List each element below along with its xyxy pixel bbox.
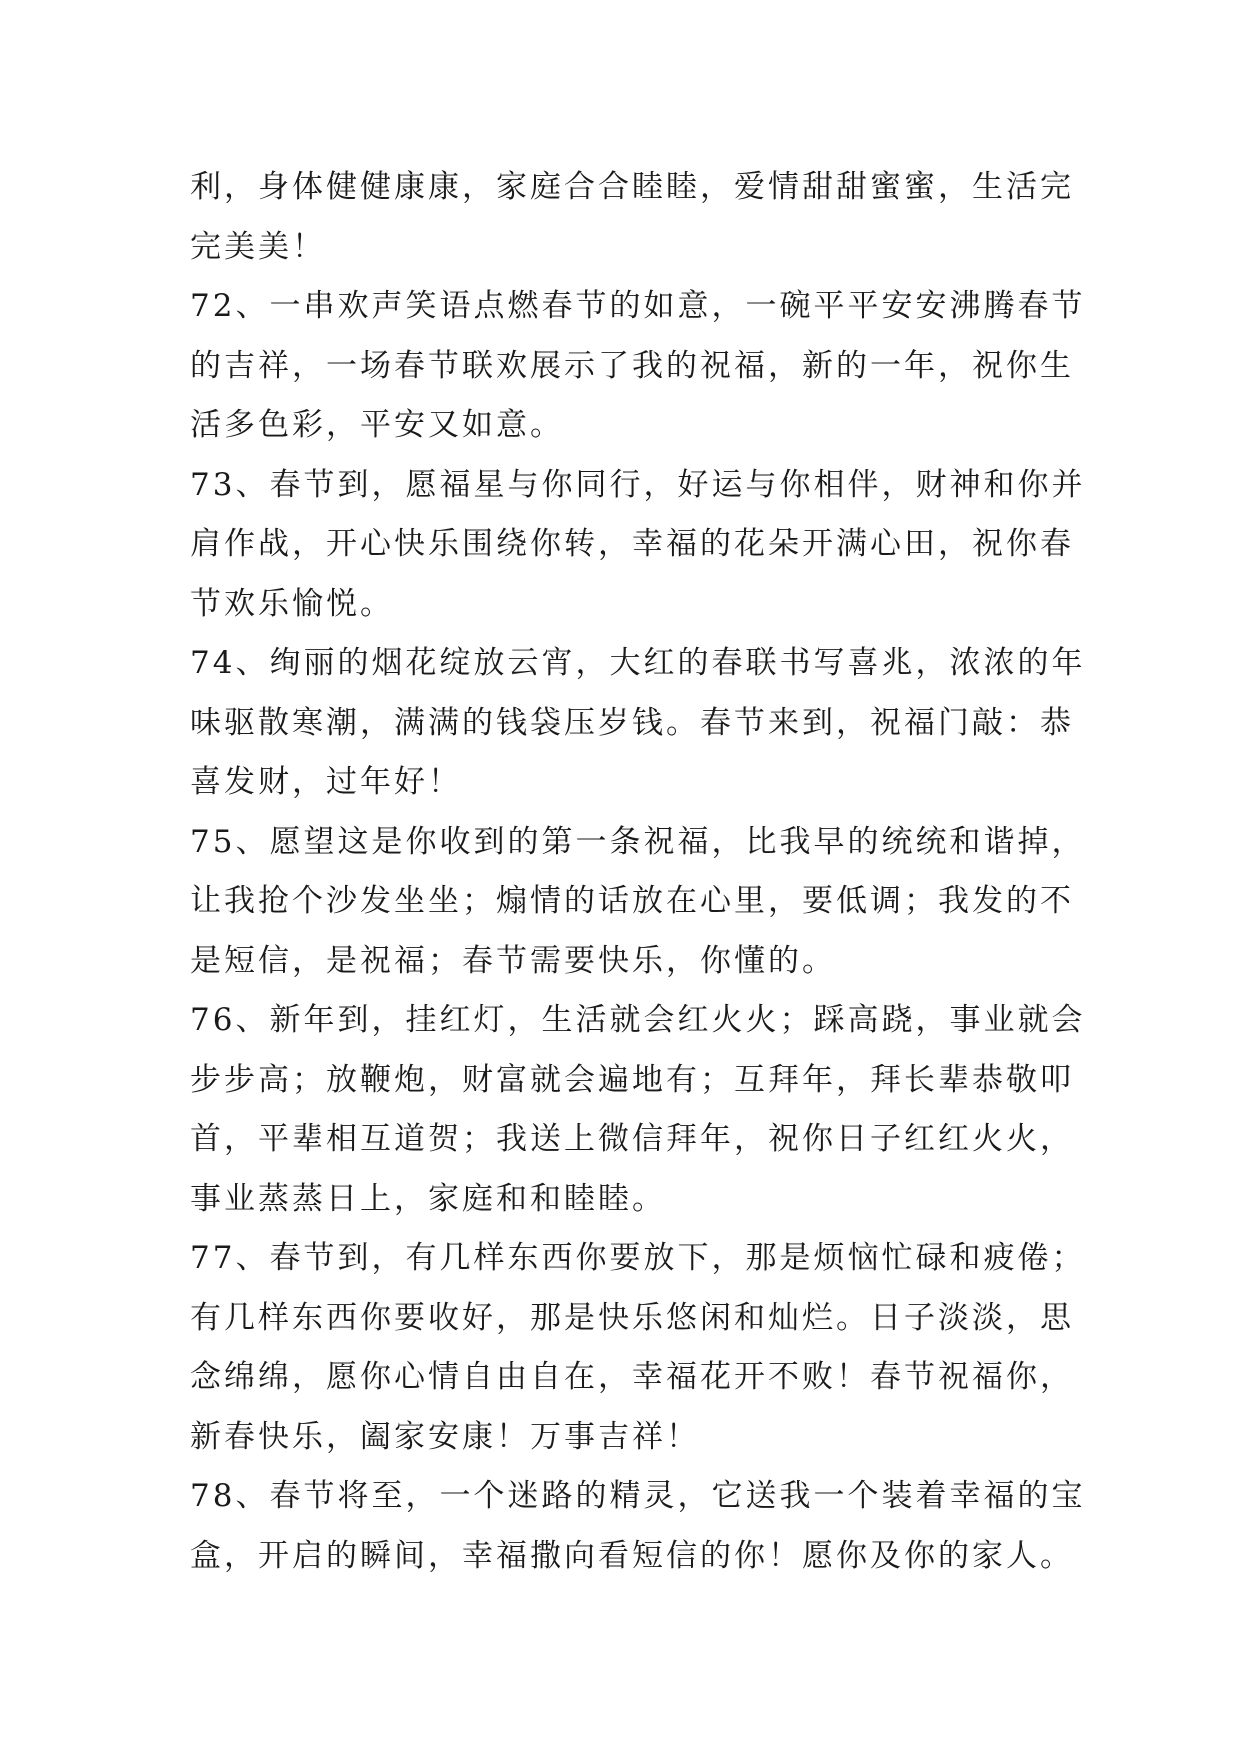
paragraph-77 xyxy=(190,1229,1086,1467)
text-line: 盒，开启的瞬间，幸福撒向看短信的你！愿你及你的家人。 xyxy=(190,1537,1074,1574)
text-line: 首，平辈相互道贺；我送上微信拜年，祝你日子红红火火， xyxy=(190,1121,1074,1157)
text-line: 76、新年到，挂红灯，生活就会红火火；踩高跷，事业就会 xyxy=(190,1002,1086,1038)
text-line: 新春快乐，阖家安康！万事吉祥！ xyxy=(190,1418,700,1455)
text-line: 完美美！ xyxy=(190,228,326,265)
text-line: 74、绚丽的烟花绽放云宵，大红的春联书写喜兆，浓浓的年 xyxy=(190,645,1086,681)
paragraph-75 xyxy=(190,813,1086,992)
text-line: 73、春节到，愿福星与你同行，好运与你相伴，财神和你并 xyxy=(190,466,1086,503)
text-line: 喜发财，过年好！ xyxy=(190,764,462,800)
paragraph-72 xyxy=(190,277,1086,456)
text-line: 78、春节将至，一个迷路的精灵，它送我一个装着幸福的宝 xyxy=(190,1478,1086,1514)
paragraph-71-continued xyxy=(190,158,1074,277)
text-line: 77、春节到，有几样东西你要放下，那是烦恼忙碌和疲倦； xyxy=(190,1240,1086,1276)
document-body xyxy=(190,158,1086,1586)
text-line: 味驱散寒潮，满满的钱袋压岁钱。春节来到，祝福门敲：恭 xyxy=(190,704,1074,741)
text-line: 让我抢个沙发坐坐；煽情的话放在心里，要低调；我发的不 xyxy=(190,883,1074,919)
text-line: 事业蒸蒸日上，家庭和和睦睦。 xyxy=(190,1180,666,1217)
text-line: 75、愿望这是你收到的第一条祝福，比我早的统统和谐掉， xyxy=(190,823,1086,860)
text-line: 肩作战，开心快乐围绕你转，幸福的花朵开满心田，祝你春 xyxy=(190,526,1074,562)
paragraph-78 xyxy=(190,1467,1086,1586)
paragraph-74 xyxy=(190,634,1086,813)
paragraph-76 xyxy=(190,991,1086,1229)
text-line: 有几样东西你要收好，那是快乐悠闲和灿烂。日子淡淡，思 xyxy=(190,1299,1074,1336)
text-line: 的吉祥，一场春节联欢展示了我的祝福，新的一年，祝你生 xyxy=(190,347,1074,384)
text-line: 利，身体健健康康，家庭合合睦睦，爱情甜甜蜜蜜，生活完 xyxy=(190,169,1074,205)
text-line: 72、一串欢声笑语点燃春节的如意，一碗平平安安沸腾春节 xyxy=(190,288,1086,324)
text-line: 节欢乐愉悦。 xyxy=(190,585,394,622)
text-line: 活多色彩，平安又如意。 xyxy=(190,407,564,443)
paragraph-73 xyxy=(190,456,1086,635)
text-line: 是短信，是祝福；春节需要快乐，你懂的。 xyxy=(190,942,836,979)
text-line: 念绵绵，愿你心情自由自在，幸福花开不败！春节祝福你， xyxy=(190,1359,1074,1395)
text-line: 步步高；放鞭炮，财富就会遍地有；互拜年，拜长辈恭敬叩 xyxy=(190,1061,1074,1098)
